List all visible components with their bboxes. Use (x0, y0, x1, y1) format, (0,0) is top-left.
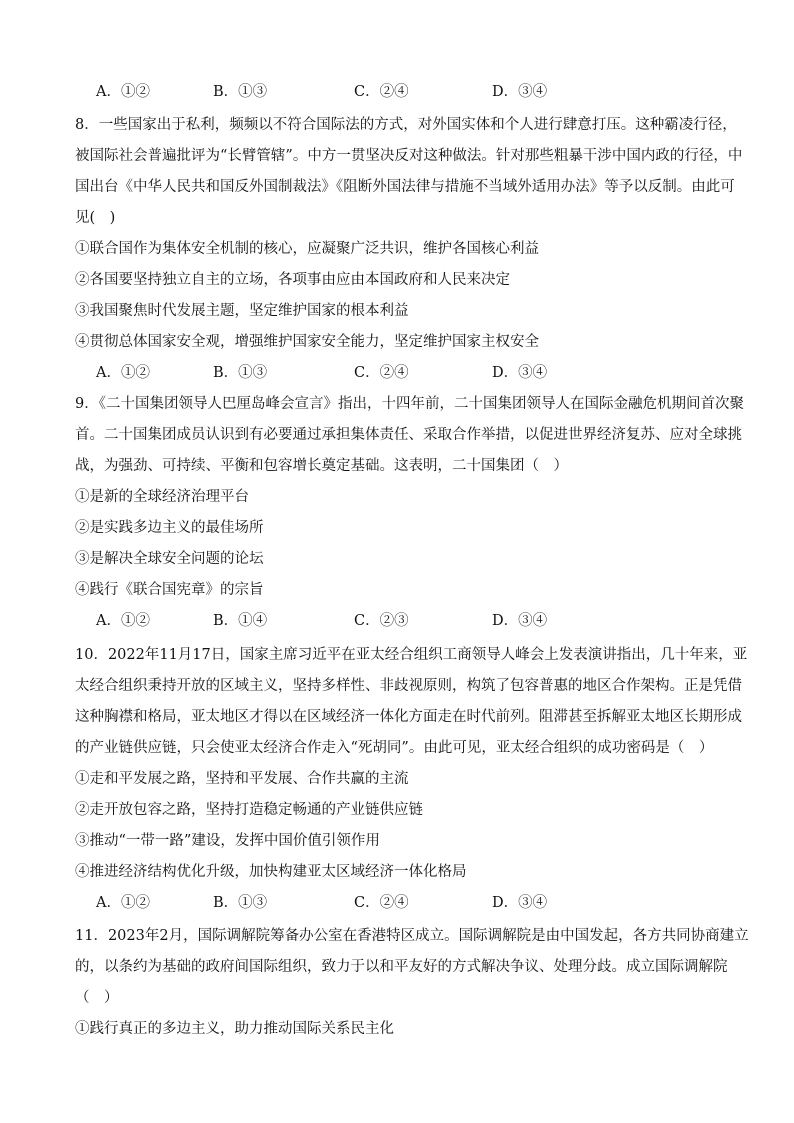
q9-option-c[interactable]: C．②③ (354, 613, 409, 629)
q11-stem-line: （ ） (75, 990, 119, 1006)
q10-stem-line: 10．2022年11月17日，国家主席习近平在亚太经合组织工商领导人峰会上发表演讲指出，几十年来，亚 (75, 647, 748, 663)
q9-item-4: ④践行《联合国宪章》的宗旨 (75, 582, 264, 598)
q9-stem-line: 9．《二十国集团领导人巴厘岛峰会宣言》指出，十四年前，二十国集团领导人在国际金融危机期间首次聚 (75, 396, 744, 412)
q7-option-c[interactable]: C．②④ (354, 84, 409, 100)
q9-item-3: ③是解决全球安全问题的论坛 (75, 551, 264, 567)
q7-option-d[interactable]: D．③④ (492, 84, 548, 100)
q9-stem-line: 战，为强劲、可持续、平衡和包容增长奠定基础。这表明，二十国集团（ ） (75, 458, 568, 474)
q10-stem-line: 太经合组织秉持开放的区域主义，坚持多样性、非歧视原则，构筑了包容普惠的地区合作架构。正是凭借 (75, 678, 742, 694)
q7-option-a[interactable]: A．①② (96, 84, 150, 100)
q7-option-b[interactable]: B．①③ (213, 84, 268, 100)
q9-option-a[interactable]: A．①② (96, 613, 150, 629)
q10-option-d[interactable]: D．③④ (492, 895, 548, 911)
q9-stem-line: 首。二十国集团成员认识到有必要通过承担集体责任、采取合作举措，以促进世界经济复苏、应对全球挑 (75, 427, 742, 443)
q8-stem-line: 8．一些国家出于私利，频频以不符合国际法的方式，对外国实体和个人进行肆意打压。这种霸凌行径， (75, 117, 737, 133)
q10-option-b[interactable]: B．①③ (213, 895, 268, 911)
q10-item-1: ①走和平发展之路，坚持和平发展、合作共赢的主流 (75, 771, 409, 787)
q8-item-3: ③我国聚焦时代发展主题，坚定维护国家的根本利益 (75, 303, 409, 319)
q11-stem-line: 的，以条约为基础的政府间国际组织，致力于以和平友好的方式解决争议、处理分歧。成立国际调解院 (75, 959, 728, 975)
q10-item-4: ④推进经济结构优化升级，加快构建亚太区域经济一体化格局 (75, 864, 467, 880)
q9-item-2: ②是实践多边主义的最佳场所 (75, 520, 264, 536)
q8-item-1: ①联合国作为集体安全机制的核心，应凝聚广泛共识，维护各国核心利益 (75, 241, 539, 257)
q10-item-2: ②走开放包容之路，坚持打造稳定畅通的产业链供应链 (75, 802, 423, 818)
q11-stem-line: 11．2023年2月，国际调解院筹备办公室在香港特区成立。国际调解院是由中国发起，各方共同协商建立 (75, 928, 749, 944)
q8-stem-line: 被国际社会普遍批评为“长臂管辖”。中方一贯坚决反对这种做法。针对那些粗暴干涉中国内政的行径，中 (75, 148, 743, 164)
q11-item-1: ①践行真正的多边主义，助力推动国际关系民主化 (75, 1021, 394, 1037)
q10-option-a[interactable]: A．①② (96, 895, 150, 911)
q8-option-a[interactable]: A．①② (96, 365, 150, 381)
q8-stem-line: 国出台《中华人民共和国反外国制裁法》《阻断外国法律与措施不当域外适用办法》等予以反制。由此可 (75, 179, 735, 195)
q10-stem-line: 的产业链供应链，只会使亚太经济合作走入“死胡同”。由此可见，亚太经合组织的成功密码是（ ） (75, 740, 714, 756)
q9-option-b[interactable]: B．①④ (213, 613, 268, 629)
q9-option-d[interactable]: D．③④ (492, 613, 548, 629)
q8-item-2: ②各国要坚持独立自主的立场，各项事由应由本国政府和人民来决定 (75, 272, 510, 288)
q10-option-c[interactable]: C．②④ (354, 895, 409, 911)
q8-option-d[interactable]: D．③④ (492, 365, 548, 381)
q8-stem-line: 见( ) (75, 210, 116, 226)
q8-item-4: ④贯彻总体国家安全观，增强维护国家安全能力，坚定维护国家主权安全 (75, 334, 539, 350)
q10-stem-line: 这种胸襟和格局，亚太地区才得以在区域经济一体化方面走在时代前列。阻滞甚至拆解亚太地区长期形成 (75, 709, 742, 725)
q10-item-3: ③推动“一带一路”建设，发挥中国价值引领作用 (75, 833, 380, 849)
q8-option-c[interactable]: C．②④ (354, 365, 409, 381)
q9-item-1: ①是新的全球经济治理平台 (75, 489, 249, 505)
q8-option-b[interactable]: B．①③ (213, 365, 268, 381)
